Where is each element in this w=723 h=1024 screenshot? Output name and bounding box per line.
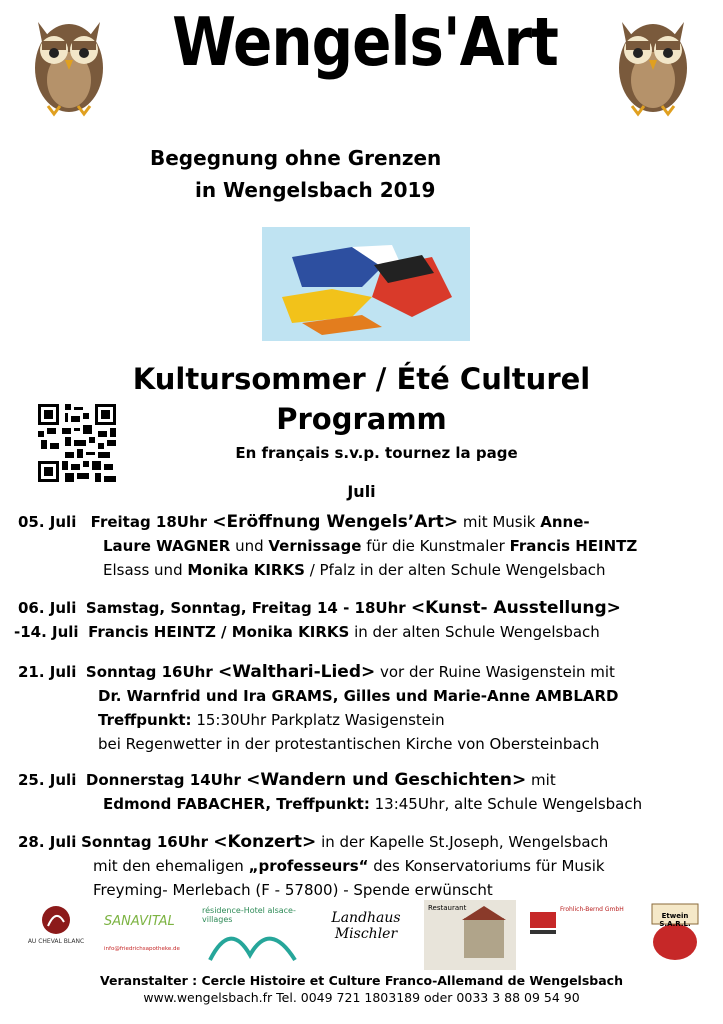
event-artist: Dr. Warnfrid und Ira GRAMS, Gilles und Marie-Anne AMBLARD [98, 687, 619, 705]
event-date: -14. Juli [14, 623, 79, 641]
event-artist: Francis HEINTZ [509, 537, 638, 555]
owl-icon-right [612, 8, 694, 118]
event-time: Freitag 18Uhr [90, 513, 213, 531]
event-28-juli [18, 830, 608, 902]
event-meeting: Treffpunkt: [98, 711, 192, 729]
qr-code-icon[interactable] [38, 404, 116, 482]
event-text: mit [526, 771, 556, 789]
sponsor-sanavital [102, 900, 194, 970]
footer-organizer: Veranstalter : Cercle Histoire et Culture Franco-Allemand de Wengelsbach [100, 973, 623, 988]
event-text: mit den ehemaligen [93, 857, 249, 875]
owl-icon-left [28, 8, 110, 118]
event-title: <Wandern und Geschichten> [246, 770, 527, 790]
event-25-juli [18, 768, 642, 816]
sponsor-etwein [646, 900, 704, 970]
event-title: <Eröffnung Wengels’Art> [212, 512, 459, 532]
event-text: für die Kunstmaler [361, 537, 510, 555]
handshake-image [262, 227, 470, 341]
sponsor-name: SANAVITAL [104, 914, 175, 929]
event-date: 05. Juli [18, 513, 77, 531]
sponsor-cheval-blanc [20, 900, 92, 970]
subtitle-line1: Begegnung ohne Grenzen [150, 146, 442, 170]
sponsor-landhaus-mischler [318, 900, 414, 970]
sponsor-logos [20, 900, 705, 972]
event-21-juli [18, 660, 619, 756]
event-artist: Edmond FABACHER, Treffpunkt: [103, 795, 370, 813]
sponsor-name: AU CHEVAL BLANC [27, 938, 85, 945]
sponsor-email: info@friedrichsapotheke.de [104, 946, 180, 952]
sponsor-name: Landhaus Mischler [331, 910, 401, 942]
event-artist: Anne- [540, 513, 590, 531]
event-text: und [230, 537, 269, 555]
event-artist: Laure WAGNER [103, 537, 231, 555]
heading-programm: Programm [276, 402, 447, 436]
event-text: mit Musik [458, 513, 541, 531]
footer-contact[interactable]: www.wengelsbach.fr Tel. 0049 721 1803189 oder 0033 3 88 09 54 90 [143, 990, 580, 1005]
sponsor-name: Etwein S.A.R.L. [659, 912, 691, 928]
event-text: Elsass und [103, 561, 188, 579]
sponsor-restaurant [424, 900, 516, 970]
event-text: / Pfalz in der alten Schule Wengelsbach [304, 561, 606, 579]
event-date: 06. Juli [18, 599, 77, 617]
subtitle [150, 142, 570, 206]
event-title: <Kunst- Ausstellung> [410, 598, 621, 618]
subtitle-line2: in Wengelsbach 2019 [195, 178, 436, 202]
heading-kultursommer: Kultursommer / Été Culturel [132, 362, 591, 396]
sponsor-frohlich [524, 900, 638, 970]
event-title: <Konzert> [213, 832, 317, 852]
event-text: in der Kapelle St.Joseph, Wengelsbach [316, 833, 609, 851]
event-artist: Monika KIRKS [187, 561, 305, 579]
event-time: Sonntag 16Uhr [81, 833, 214, 851]
event-vernissage: Vernissage [268, 537, 362, 555]
event-text: des Konservatoriums für Musik [368, 857, 605, 875]
event-artist: Francis HEINTZ / Monika KIRKS [88, 623, 350, 641]
event-date: 21. Juli [18, 663, 77, 681]
french-note: En français s.v.p. tournez la page [235, 444, 518, 462]
event-performers: „professeurs“ [248, 857, 369, 875]
event-time: Donnerstag 14Uhr [85, 771, 247, 789]
event-title: <Walthari-Lied> [217, 662, 376, 682]
month-heading: Juli [347, 482, 376, 501]
event-time: Samstag, Sonntag, Freitag 14 - 18Uhr [85, 599, 411, 617]
sponsor-name: Restaurant [428, 904, 467, 912]
event-text: 13:45Uhr, alte Schule Wengelsbach [369, 795, 643, 813]
event-06-14-juli [14, 596, 621, 644]
event-date: 28. Juli [18, 833, 77, 851]
event-date: 25. Juli [18, 771, 77, 789]
event-text: Freyming- Merlebach (F - 57800) - Spende erwünscht [93, 881, 493, 899]
event-05-juli [18, 510, 637, 582]
sponsor-residence-hotel [200, 900, 310, 970]
event-text: 15:30Uhr Parkplatz Wasigenstein [191, 711, 445, 729]
event-text: in der alten Schule Wengelsbach [349, 623, 600, 641]
page-title: Wengels'Art [172, 2, 558, 82]
event-text: vor der Ruine Wasigenstein mit [375, 663, 615, 681]
sponsor-name: Frohlich-Bernd GmbH [560, 906, 624, 913]
event-text: bei Regenwetter in der protestantischen Kirche von Obersteinbach [98, 735, 600, 753]
sponsor-name: résidence-Hotel alsace-villages [202, 906, 296, 924]
event-time: Sonntag 16Uhr [85, 663, 218, 681]
